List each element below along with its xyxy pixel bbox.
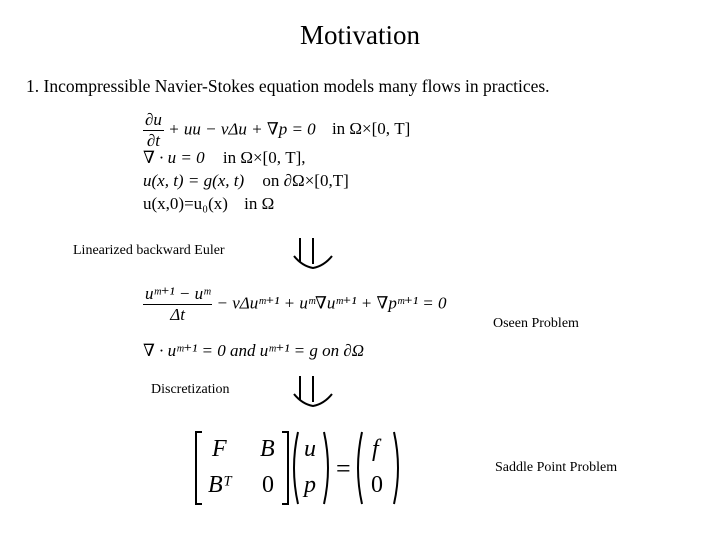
ns-equation-2: ∇ · u = 0 in Ω×[0, T], — [143, 148, 306, 167]
ns-equation-1 — [143, 110, 410, 151]
vector-x1: u — [304, 436, 316, 462]
time-derivative: $\frac{\partial u}{\partial t}$ — [145, 110, 162, 150]
saddle-point-label: Saddle Point Problem — [495, 460, 618, 475]
matrix-a21: Bᵀ — [208, 472, 232, 498]
step-label-linearized: Linearized backward Euler — [73, 243, 225, 258]
vector-b2: 0 — [371, 472, 383, 498]
matrix-a12: B — [260, 436, 275, 462]
vector-x2: p — [304, 472, 316, 498]
oseen-equation-1: $\frac{\text{uᵐ⁺¹ − uᵐ}}{\Delta t}$ − νΔuᵐ⁺¹ + uᵐ∇uᵐ⁺¹ + ∇pᵐ⁺¹ = 0 — [145, 284, 447, 324]
ns-equation-3: u(x, t) = g(x, t) on ∂Ω×[0,T] — [143, 171, 349, 190]
double-down-arrow-icon — [292, 236, 334, 270]
slide-title: Motivation — [300, 20, 420, 50]
discrete-time-derivative: $\frac{\text{uᵐ⁺¹ − uᵐ}}{\Delta t}$ — [145, 284, 211, 324]
saddle-point-system — [194, 430, 414, 506]
equals-sign: = — [336, 454, 351, 483]
oseen-problem-label: Oseen Problem — [493, 316, 579, 331]
matrix-a11: F — [212, 436, 227, 462]
ns-eq1-domain: in Ω×[0, T] — [331, 119, 411, 139]
matrix-a22: 0 — [262, 472, 274, 498]
vector-b1: f — [372, 436, 379, 462]
step-label-discretization: Discretization — [151, 382, 230, 397]
oseen-equation-2: ∇ · uᵐ⁺¹ = 0 and uᵐ⁺¹ = g on ∂Ω — [143, 341, 365, 360]
double-down-arrow-icon — [292, 374, 334, 408]
ns-eq1-rest: + uu − νΔu + ∇p = 0 — [168, 119, 316, 139]
bullet-item: 1. Incompressible Navier-Stokes equation models many flows in practices. — [26, 76, 550, 96]
ns-equation-4: u(x,0)=u₀(x) in Ω — [143, 194, 275, 213]
